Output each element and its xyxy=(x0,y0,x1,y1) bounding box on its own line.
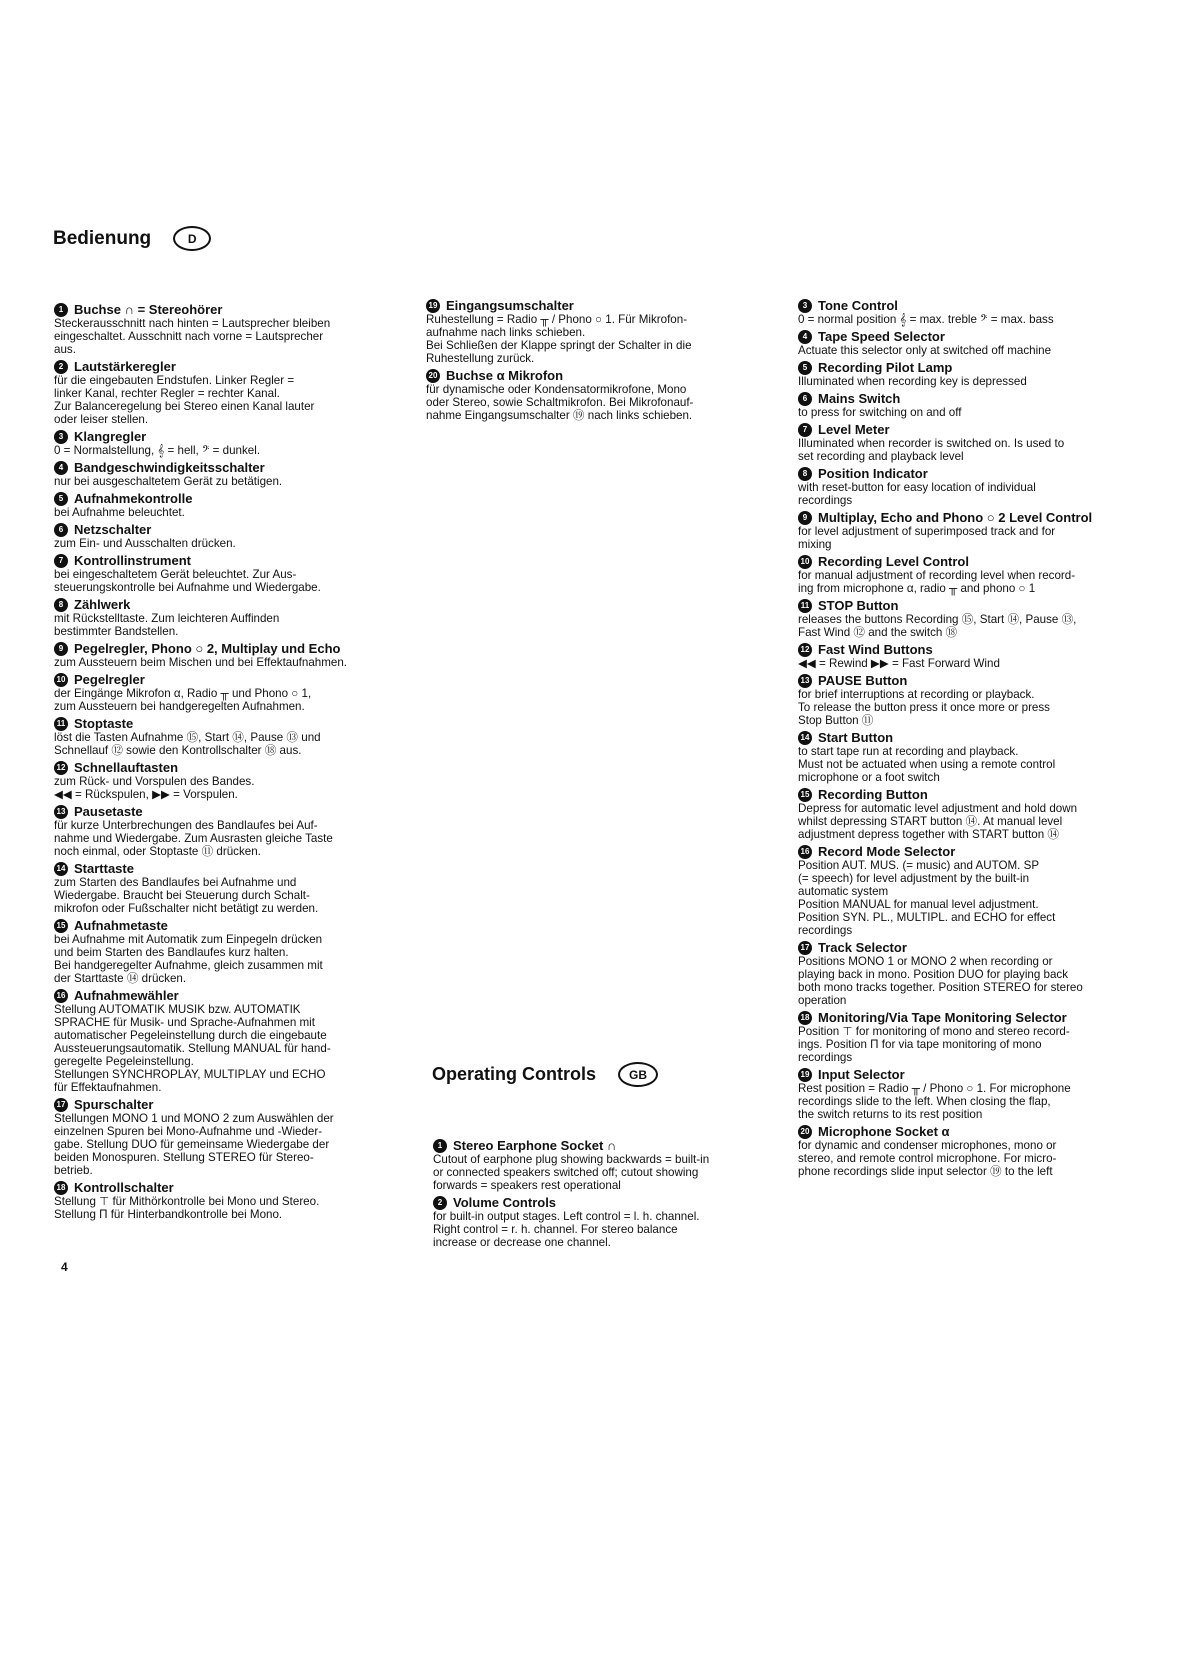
control-entry-heading xyxy=(798,730,1143,745)
item-number-badge: 4 xyxy=(798,330,812,344)
control-title: Buchse ∩ = Stereohörer xyxy=(74,302,223,317)
control-entry xyxy=(798,1124,1143,1178)
control-entry xyxy=(426,368,766,422)
control-title: PAUSE Button xyxy=(818,673,908,688)
control-title: Stoptaste xyxy=(74,716,134,731)
control-description: Position ⊤ for monitoring of mono and stereo record- ings. Position Π for via tape monitoring of mono recordings xyxy=(798,1025,1070,1064)
control-title: Position Indicator xyxy=(818,466,928,481)
item-number-badge: 8 xyxy=(54,598,68,612)
control-description: für die eingebauten Endstufen. Linker Regler = linker Kanal, rechter Regler = rechter Kanal. Zur Balanceregelung bei Stereo einen Kanal lauter oder leiser stellen. xyxy=(54,374,315,426)
item-number-badge: 1 xyxy=(433,1139,447,1153)
item-number-badge: 2 xyxy=(433,1196,447,1210)
control-entry xyxy=(54,641,414,669)
control-entry-heading xyxy=(798,510,1143,525)
control-entry-heading xyxy=(54,491,414,506)
control-title: Pausetaste xyxy=(74,804,143,819)
control-title: Schnellauftasten xyxy=(74,760,179,775)
control-entry-heading xyxy=(54,641,414,656)
control-title: Microphone Socket α xyxy=(818,1124,950,1139)
control-description: for dynamic and condenser microphones, mono or stereo, and remote control microphone. For micro- phone recordings slide input selector ⑲ to the left xyxy=(798,1139,1057,1178)
item-number-badge: 13 xyxy=(54,805,68,819)
item-number-badge: 6 xyxy=(798,392,812,406)
control-description: zum Aussteuern beim Mischen und bei Effektaufnahmen. xyxy=(54,656,348,669)
control-title: Aufnahmewähler xyxy=(74,988,179,1003)
control-entry-heading xyxy=(798,844,1143,859)
control-entry-heading xyxy=(798,360,1143,375)
control-description: Stellung AUTOMATIK MUSIK bzw. AUTOMATIK SPRACHE für Musik- und Sprache-Aufnahmen mit automatischer Pegeleinstellung durch die eingebaute Aussteuerungsautomatik. Stellung MANUAL für hand- geregelte Pegeleinstellung. Stellungen SYNCHROPLAY, MULTIPLAY und ECHO für Effektaufnahmen. xyxy=(54,1003,331,1094)
item-number-badge: 17 xyxy=(54,1098,68,1112)
item-number-badge: 3 xyxy=(54,430,68,444)
control-entry xyxy=(798,422,1143,463)
control-entry-heading xyxy=(798,642,1143,657)
control-entry xyxy=(798,298,1143,326)
control-entry-heading xyxy=(54,804,414,819)
control-entry xyxy=(54,1180,414,1221)
control-title: Stereo Earphone Socket ∩ xyxy=(453,1138,617,1153)
control-description: releases the buttons Recording ⑮, Start ⑭, Pause ⑬, Fast Wind ⑫ and the switch ⑱ xyxy=(798,613,1077,639)
control-entry-heading xyxy=(54,522,414,537)
control-description: for built-in output stages. Left control = l. h. channel. Right control = r. h. channel. For stereo balance increase or decrease one channel. xyxy=(433,1210,700,1249)
item-number-badge: 15 xyxy=(54,919,68,933)
control-entry xyxy=(54,804,414,858)
control-entry xyxy=(54,460,414,488)
control-title: Tone Control xyxy=(818,298,898,313)
item-number-badge: 20 xyxy=(798,1125,812,1139)
control-entry-heading xyxy=(54,1097,414,1112)
control-entry xyxy=(54,522,414,550)
control-description: Rest position = Radio ╥ / Phono ○ 1. For microphone recordings slide to the left. When closing the flap, the switch returns to its rest position xyxy=(798,1082,1071,1121)
control-entry xyxy=(798,510,1143,551)
control-entry-heading xyxy=(54,460,414,475)
control-title: Start Button xyxy=(818,730,894,745)
control-title: Track Selector xyxy=(818,940,907,955)
control-description: zum Rück- und Vorspulen des Bandes. ◀◀ = Rückspulen, ▶▶ = Vorspulen. xyxy=(54,775,255,801)
control-title: Volume Controls xyxy=(453,1195,557,1210)
control-entry xyxy=(54,491,414,519)
item-number-badge: 13 xyxy=(798,674,812,688)
control-description: for level adjustment of superimposed track and for mixing xyxy=(798,525,1056,551)
control-entry xyxy=(798,466,1143,507)
control-description: für kurze Unterbrechungen des Bandlaufes bei Auf- nahme und Wiedergabe. Zum Ausrasten gleiche Taste noch einmal, oder Stoptaste ⑪ drücken. xyxy=(54,819,333,858)
control-title: Klangregler xyxy=(74,429,147,444)
control-entry xyxy=(798,730,1143,784)
control-entry xyxy=(54,918,414,985)
item-number-badge: 7 xyxy=(54,554,68,568)
control-entry xyxy=(798,360,1143,388)
control-title: Multiplay, Echo and Phono ○ 2 Level Control xyxy=(818,510,1093,525)
german-heading xyxy=(53,226,211,251)
control-title: Starttaste xyxy=(74,861,134,876)
item-number-badge: 9 xyxy=(54,642,68,656)
control-description: nur bei ausgeschaltetem Gerät zu betätigen. xyxy=(54,475,283,488)
item-number-badge: 16 xyxy=(798,845,812,859)
item-number-badge: 12 xyxy=(54,761,68,775)
item-number-badge: 12 xyxy=(798,643,812,657)
control-entry-heading xyxy=(54,988,414,1003)
control-entry-heading xyxy=(798,598,1143,613)
control-entry xyxy=(54,597,414,638)
control-title: Input Selector xyxy=(818,1067,905,1082)
item-number-badge: 16 xyxy=(54,989,68,1003)
control-title: Monitoring/Via Tape Monitoring Selector xyxy=(818,1010,1067,1025)
control-entry xyxy=(798,598,1143,639)
item-number-badge: 5 xyxy=(54,492,68,506)
english-heading-title: Operating Controls xyxy=(432,1064,597,1084)
control-entry-heading xyxy=(54,429,414,444)
control-entry xyxy=(54,988,414,1094)
item-number-badge: 18 xyxy=(54,1181,68,1195)
control-entry xyxy=(54,760,414,801)
control-entry-heading xyxy=(798,391,1143,406)
control-title: Fast Wind Buttons xyxy=(818,642,933,657)
control-description: bei Aufnahme mit Automatik zum Einpegeln drücken und beim Starten des Bandlaufes kurz halten. Bei handgeregelter Aufnahme, gleich zusammen mit der Starttaste ⑭ drücken. xyxy=(54,933,323,985)
control-title: Recording Level Control xyxy=(818,554,969,569)
control-entry-heading xyxy=(426,368,766,383)
control-entry xyxy=(798,1010,1143,1064)
control-entry xyxy=(54,716,414,757)
item-number-badge: 14 xyxy=(54,862,68,876)
item-number-badge: 10 xyxy=(54,673,68,687)
control-entry xyxy=(798,554,1143,595)
item-number-badge: 19 xyxy=(798,1068,812,1082)
control-entry-heading xyxy=(54,553,414,568)
control-entry xyxy=(54,672,414,713)
control-entry xyxy=(54,1097,414,1177)
control-description: 0 = normal position 𝄞 = max. treble 𝄢 = max. bass xyxy=(798,313,1054,326)
item-number-badge: 1 xyxy=(54,303,68,317)
control-title: Zählwerk xyxy=(74,597,131,612)
control-title: Aufnahmetaste xyxy=(74,918,168,933)
control-entry-heading xyxy=(798,787,1143,802)
control-description: to start tape run at recording and playback. Must not be actuated when using a remote control microphone or a foot switch xyxy=(798,745,1056,784)
control-entry xyxy=(426,298,766,365)
control-description: Stellungen MONO 1 und MONO 2 zum Auswählen der einzelnen Spuren bei Mono-Aufnahme und -Wieder- gabe. Stellung DUO für gemeinsame Wiedergabe der beiden Monospuren. Stellung STEREO für Stereo- betrieb. xyxy=(54,1112,334,1177)
control-entry xyxy=(54,553,414,594)
control-title: STOP Button xyxy=(818,598,899,613)
item-number-badge: 19 xyxy=(426,299,440,313)
item-number-badge: 4 xyxy=(54,461,68,475)
control-entry-heading xyxy=(798,1067,1143,1082)
item-number-badge: 20 xyxy=(426,369,440,383)
control-entry-heading xyxy=(54,597,414,612)
german-column-2 xyxy=(426,298,766,425)
control-description: Cutout of earphone plug showing backwards = built-in or connected speakers switched off; cutout showing forwards = speakers rest operational xyxy=(433,1153,710,1192)
control-entry-heading xyxy=(433,1138,778,1153)
control-title: Record Mode Selector xyxy=(818,844,956,859)
item-number-badge: 6 xyxy=(54,523,68,537)
control-title: Recording Button xyxy=(818,787,928,802)
german-heading-title: Bedienung xyxy=(53,227,152,249)
control-title: Pegelregler, Phono ○ 2, Multiplay und Echo xyxy=(74,641,341,656)
control-description: zum Starten des Bandlaufes bei Aufnahme und Wiedergabe. Braucht bei Steuerung durch Schalt- mikrofon oder Fußschalter nicht betätigt zu werden. xyxy=(54,876,319,915)
control-entry xyxy=(798,787,1143,841)
control-description: Position AUT. MUS. (= music) and AUTOM. SP (= speech) for level adjustment by the built-in automatic system Position MANUAL for manual level adjustment. Position SYN. PL., MULTIPL. and ECHO for effect recordings xyxy=(798,859,1056,937)
control-entry-heading xyxy=(54,861,414,876)
german-column-1 xyxy=(54,302,414,1224)
control-entry-heading xyxy=(54,359,414,374)
control-title: Bandgeschwindigkeitsschalter xyxy=(74,460,265,475)
control-entry-heading xyxy=(798,1124,1143,1139)
control-description: bei eingeschaltetem Gerät beleuchtet. Zur Aus- steuerungskontrolle bei Aufnahme und Wiedergabe. xyxy=(54,568,321,594)
control-description: Positions MONO 1 or MONO 2 when recording or playing back in mono. Position DUO for playing back both mono tracks together. Position STEREO for stereo operation xyxy=(798,955,1083,1007)
control-description: for manual adjustment of recording level when record- ing from microphone α, radio ╥ and phono ○ 1 xyxy=(798,569,1076,595)
control-description: für dynamische oder Kondensatormikrofone, Mono oder Stereo, sowie Schaltmikrofon. Bei Mikrofonauf- nahme Eingangsumschalter ⑲ nach links schieben. xyxy=(426,383,694,422)
item-number-badge: 9 xyxy=(798,511,812,525)
control-title: Kontrollschalter xyxy=(74,1180,174,1195)
english-column-2 xyxy=(433,1138,778,1252)
control-entry-heading xyxy=(433,1195,778,1210)
control-description: mit Rückstelltaste. Zum leichteren Auffinden bestimmter Bandstellen. xyxy=(54,612,280,638)
item-number-badge: 3 xyxy=(798,299,812,313)
page-number: 4 xyxy=(61,1260,68,1274)
control-description: zum Ein- und Ausschalten drücken. xyxy=(54,537,236,550)
item-number-badge: 8 xyxy=(798,467,812,481)
control-description: ◀◀ = Rewind ▶▶ = Fast Forward Wind xyxy=(798,657,1000,670)
control-entry-heading xyxy=(798,940,1143,955)
control-description: for brief interruptions at recording or playback. To release the button press it once more or press Stop Button ⑪ xyxy=(798,688,1050,727)
control-description: Illuminated when recording key is depressed xyxy=(798,375,1027,388)
control-entry-heading xyxy=(798,554,1143,569)
control-entry-heading xyxy=(54,760,414,775)
control-entry-heading xyxy=(798,466,1143,481)
english-column-3 xyxy=(798,298,1143,1181)
control-entry xyxy=(798,391,1143,419)
control-title: Kontrollinstrument xyxy=(74,553,191,568)
control-entry xyxy=(798,329,1143,357)
control-description: Depress for automatic level adjustment and hold down whilst depressing START button ⑭. At manual level adjustment depress together with START button ⑭ xyxy=(798,802,1078,841)
control-entry xyxy=(433,1138,778,1192)
control-entry xyxy=(54,429,414,457)
control-description: bei Aufnahme beleuchtet. xyxy=(54,506,185,519)
control-entry-heading xyxy=(426,298,766,313)
control-entry xyxy=(798,844,1143,937)
control-entry-heading xyxy=(798,673,1143,688)
item-number-badge: 2 xyxy=(54,360,68,374)
control-entry-heading xyxy=(798,298,1143,313)
control-description: 0 = Normalstellung, 𝄞 = hell, 𝄢 = dunkel. xyxy=(54,444,261,457)
control-entry-heading xyxy=(798,422,1143,437)
item-number-badge: 14 xyxy=(798,731,812,745)
item-number-badge: 11 xyxy=(798,599,812,613)
control-description: to press for switching on and off xyxy=(798,406,962,419)
item-number-badge: 11 xyxy=(54,717,68,731)
control-title: Eingangsumschalter xyxy=(446,298,574,313)
control-entry xyxy=(54,861,414,915)
english-heading xyxy=(432,1062,658,1087)
control-entry xyxy=(798,673,1143,727)
control-entry xyxy=(433,1195,778,1249)
control-title: Pegelregler xyxy=(74,672,145,687)
control-entry xyxy=(54,302,414,356)
control-entry-heading xyxy=(798,1010,1143,1025)
control-entry-heading xyxy=(54,918,414,933)
control-title: Lautstärkeregler xyxy=(74,359,176,374)
control-description: löst die Tasten Aufnahme ⑮, Start ⑭, Pause ⑬ und Schnellauf ⑫ sowie den Kontrollschalter ⑱ aus. xyxy=(54,731,321,757)
control-entry xyxy=(798,1067,1143,1121)
control-entry-heading xyxy=(54,716,414,731)
language-badge-d: D xyxy=(173,226,211,251)
control-description: Illuminated when recorder is switched on. Is used to set recording and playback level xyxy=(798,437,1065,463)
control-title: Buchse α Mikrofon xyxy=(446,368,564,383)
control-entry-heading xyxy=(798,329,1143,344)
control-description: Stellung ⊤ für Mithörkontrolle bei Mono und Stereo. Stellung Π für Hinterbandkontrolle bei Mono. xyxy=(54,1195,320,1221)
control-entry xyxy=(54,359,414,426)
language-badge-gb: GB xyxy=(618,1062,658,1087)
control-title: Aufnahmekontrolle xyxy=(74,491,193,506)
control-title: Recording Pilot Lamp xyxy=(818,360,953,375)
control-entry-heading xyxy=(54,1180,414,1195)
control-entry xyxy=(798,940,1143,1007)
control-description: with reset-button for easy location of individual recordings xyxy=(798,481,1036,507)
control-title: Level Meter xyxy=(818,422,890,437)
item-number-badge: 5 xyxy=(798,361,812,375)
control-entry xyxy=(798,642,1143,670)
control-title: Mains Switch xyxy=(818,391,901,406)
item-number-badge: 15 xyxy=(798,788,812,802)
control-entry-heading xyxy=(54,302,414,317)
control-title: Tape Speed Selector xyxy=(818,329,945,344)
item-number-badge: 17 xyxy=(798,941,812,955)
control-description: der Eingänge Mikrofon α, Radio ╥ und Phono ○ 1, zum Aussteuern bei handgeregelten Aufnahmen. xyxy=(54,687,312,713)
control-entry-heading xyxy=(54,672,414,687)
item-number-badge: 18 xyxy=(798,1011,812,1025)
control-title: Netzschalter xyxy=(74,522,152,537)
control-description: Steckerausschnitt nach hinten = Lautsprecher bleiben eingeschaltet. Ausschnitt nach vorne = Lautsprecher aus. xyxy=(54,317,331,356)
item-number-badge: 10 xyxy=(798,555,812,569)
control-description: Actuate this selector only at switched off machine xyxy=(798,344,1052,357)
item-number-badge: 7 xyxy=(798,423,812,437)
control-title: Spurschalter xyxy=(74,1097,154,1112)
control-description: Ruhestellung = Radio ╥ / Phono ○ 1. Für Mikrofon- aufnahme nach links schieben. Bei Schließen der Klappe springt der Schalter in die Ruhestellung zurück. xyxy=(426,313,692,365)
